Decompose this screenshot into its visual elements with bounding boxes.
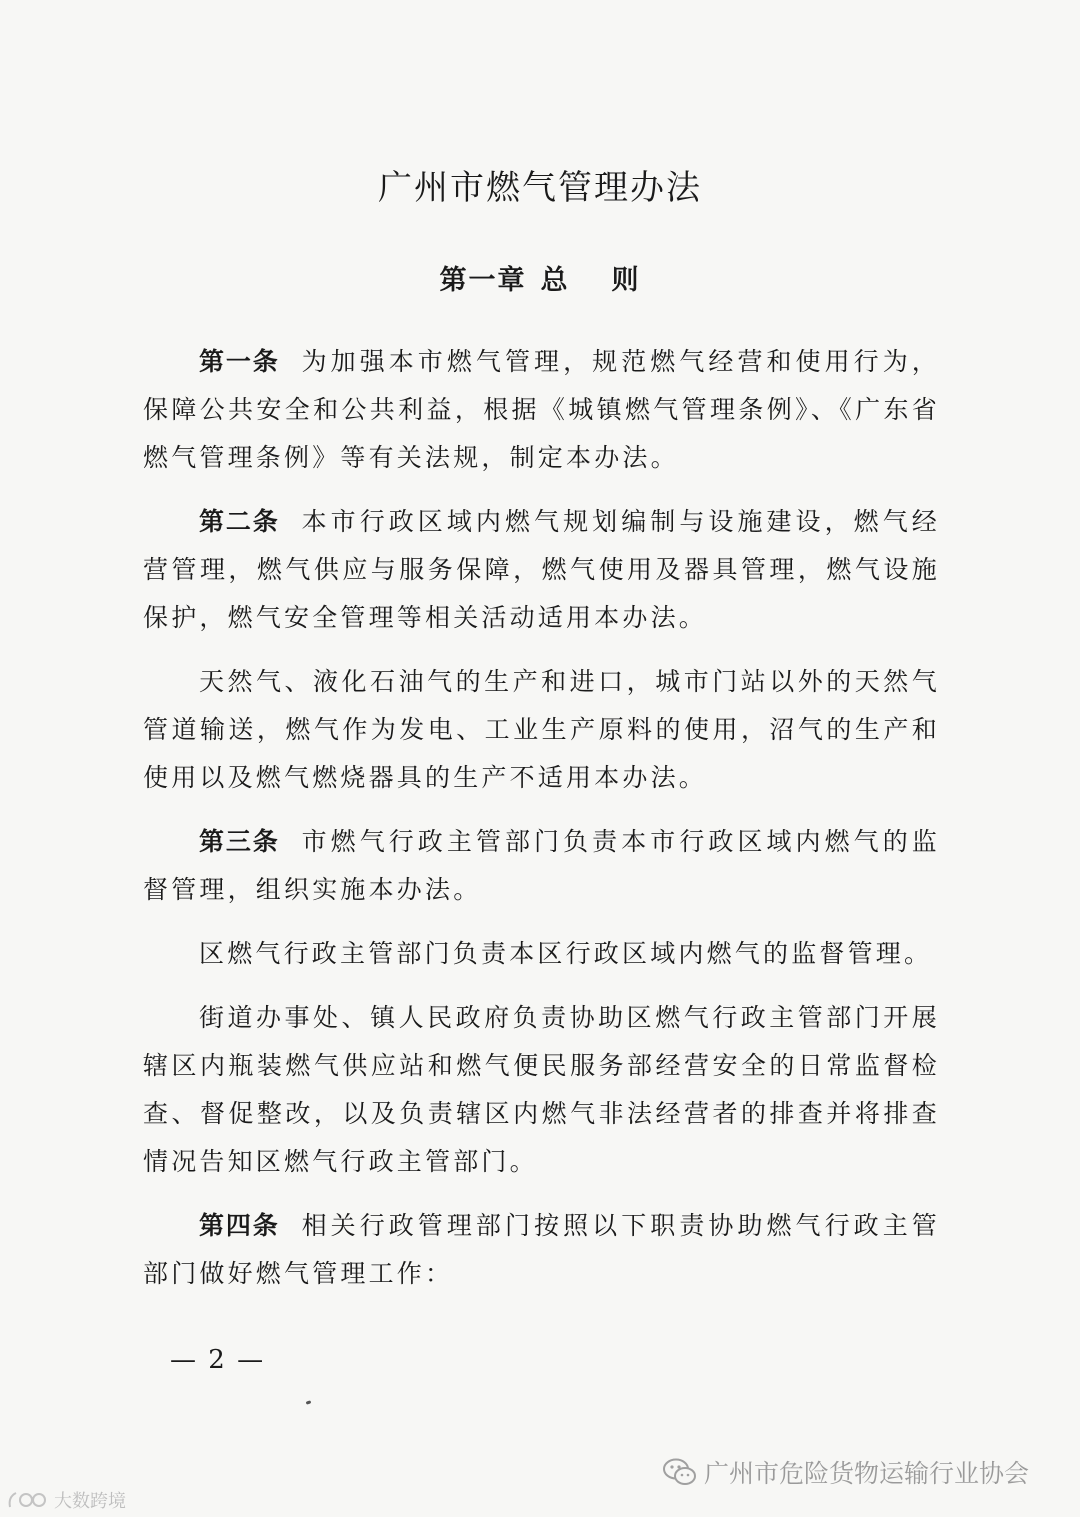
paragraph [143,658,940,802]
paragraph-text: 区燃气行政主管部门负责本区行政区域内燃气的监督管理。 [199,939,933,968]
article-label: 第一条 [199,347,280,376]
paragraph-text: 本市行政区域内燃气规划编制与设施建设，燃气经营管理，燃气供应与服务保障，燃气使用及器具管理，燃气设施保护，燃气安全管理等相关活动适用本办法。 [143,507,940,632]
article-label: 第四条 [199,1211,280,1240]
paragraph [143,338,940,482]
chapter-heading [0,258,1080,297]
paragraph-text: 相关行政管理部门按照以下职责协助燃气行政主管部门做好燃气管理工作： [143,1211,940,1288]
paragraph [143,498,940,642]
chapter-title-char-1: 总 [540,265,570,296]
paragraph-text: 市燃气行政主管部门负责本市行政区域内燃气的监督管理，组织实施本办法。 [143,827,940,904]
paragraph-text: 街道办事处、镇人民政府负责协助区燃气行政主管部门开展辖区内瓶装燃气供应站和燃气便民服务部经营安全的日常监督检查、督促整改，以及负责辖区内燃气非法经营者的排查并将排查情况告知区燃气行政主管部门。 [143,1003,940,1176]
watermark-left-text: 大数跨境 [54,1491,126,1512]
brand-logo-icon [6,1489,50,1511]
article-label: 第三条 [199,827,280,856]
watermark-left [6,1488,126,1512]
document-body [143,338,940,1314]
wechat-icon [662,1457,698,1487]
chapter-number: 第一章 [439,265,527,296]
article-label: 第二条 [199,507,280,536]
watermark-right [662,1452,1029,1492]
watermark-right-text: 广州市危险货物运输行业协会 [704,1459,1030,1488]
paragraph [143,994,940,1186]
paragraph [143,930,940,978]
paragraph-text: 为加强本市燃气管理，规范燃气经营和使用行为，保障公共安全和公共利益，根据《城镇燃气管理条例》、《广东省燃气管理条例》等有关法规，制定本办法。 [143,347,940,472]
paragraph [143,818,940,914]
page-number: — 2 — [170,1345,266,1375]
document-title: 广州市燃气管理办法 [378,168,702,208]
scan-speck [306,1400,312,1405]
chapter-title-char-2: 则 [611,265,641,296]
paragraph [143,1202,940,1298]
paragraph-text: 天然气、液化石油气的生产和进口，城市门站以外的天然气管道输送，燃气作为发电、工业生产原料的使用，沼气的生产和使用以及燃气燃烧器具的生产不适用本办法。 [143,667,940,792]
